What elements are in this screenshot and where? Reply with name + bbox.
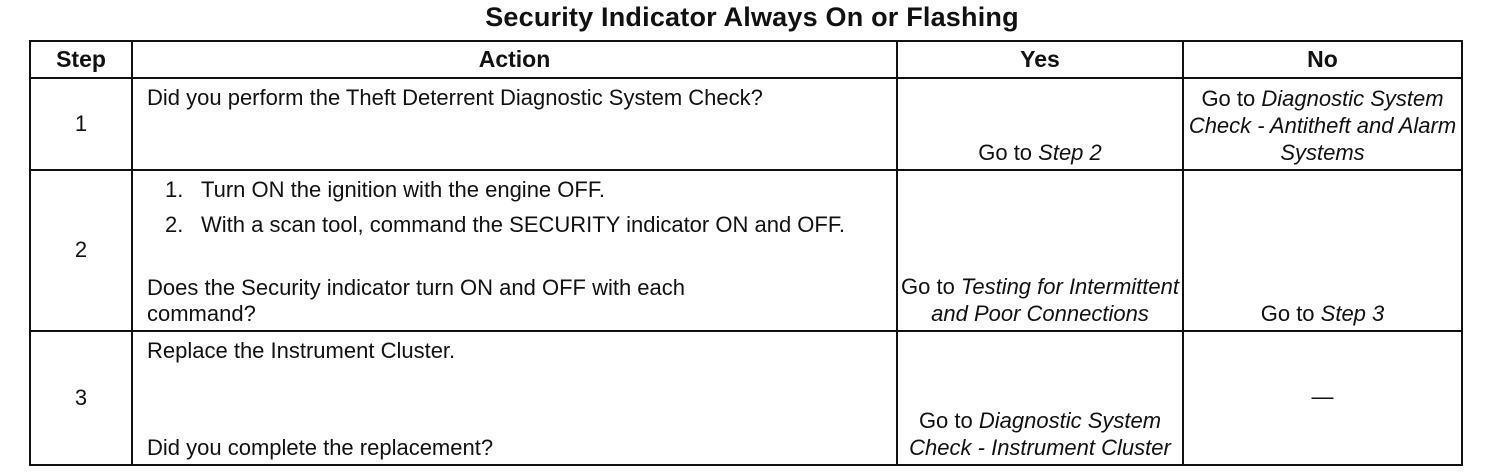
header-row xyxy=(30,41,1462,78)
step-number: 2 xyxy=(30,170,132,330)
table-row xyxy=(30,78,1462,170)
action-cell xyxy=(132,170,897,330)
yes-prefix: Go to xyxy=(901,273,961,299)
no-cell xyxy=(1183,331,1462,465)
no-prefix: Go to xyxy=(1201,86,1262,111)
substep-number: 2. xyxy=(165,212,184,238)
page-title: Security Indicator Always On or Flashing xyxy=(485,2,1019,32)
action-cell xyxy=(132,331,897,465)
yes-link[interactable]: Testing for Intermittent and Poor Connections xyxy=(931,273,1179,326)
yes-cell xyxy=(897,78,1183,170)
action-text: Did you perform the Theft Deterrent Diagnostic System Check? xyxy=(147,85,763,110)
action-question: Did you complete the replacement? xyxy=(147,435,494,460)
substep-list xyxy=(165,176,856,246)
diagnostic-table xyxy=(29,40,1463,466)
substep-number: 1. xyxy=(165,177,184,203)
yes-cell xyxy=(897,331,1183,465)
no-cell xyxy=(1183,78,1462,170)
yes-prefix: Go to xyxy=(978,140,1039,166)
action-question: Does the Security indicator turn ON and OFF with each command? xyxy=(147,274,686,326)
step-number: 1 xyxy=(30,78,132,170)
substep-item xyxy=(165,176,856,203)
no-link[interactable]: Diagnostic System Check - Antitheft and Alarm Systems xyxy=(1188,86,1457,165)
substep-text: Turn ON the ignition with the engine OFF. xyxy=(201,177,605,203)
no-link[interactable]: Step 3 xyxy=(1320,300,1385,326)
header-action: Action xyxy=(132,41,897,78)
substep-text: With a scan tool, command the SECURITY indicator ON and OFF. xyxy=(201,212,845,238)
table-row xyxy=(30,331,1462,465)
table-row xyxy=(30,170,1462,330)
yes-cell xyxy=(897,170,1183,330)
yes-prefix: Go to xyxy=(918,408,979,433)
action-cell xyxy=(132,78,897,170)
header-step: Step xyxy=(30,41,132,78)
yes-link[interactable]: Step 2 xyxy=(1038,140,1102,166)
step-number: 3 xyxy=(30,331,132,465)
substep-item xyxy=(165,211,856,238)
action-text: Replace the Instrument Cluster. xyxy=(147,337,456,363)
yes-link[interactable]: Diagnostic System Check - Instrument Cluster xyxy=(909,408,1171,460)
no-cell xyxy=(1183,170,1462,330)
header-yes: Yes xyxy=(897,41,1183,78)
header-no: No xyxy=(1183,41,1462,78)
no-dash: — xyxy=(1311,383,1334,409)
no-prefix: Go to xyxy=(1260,300,1321,326)
